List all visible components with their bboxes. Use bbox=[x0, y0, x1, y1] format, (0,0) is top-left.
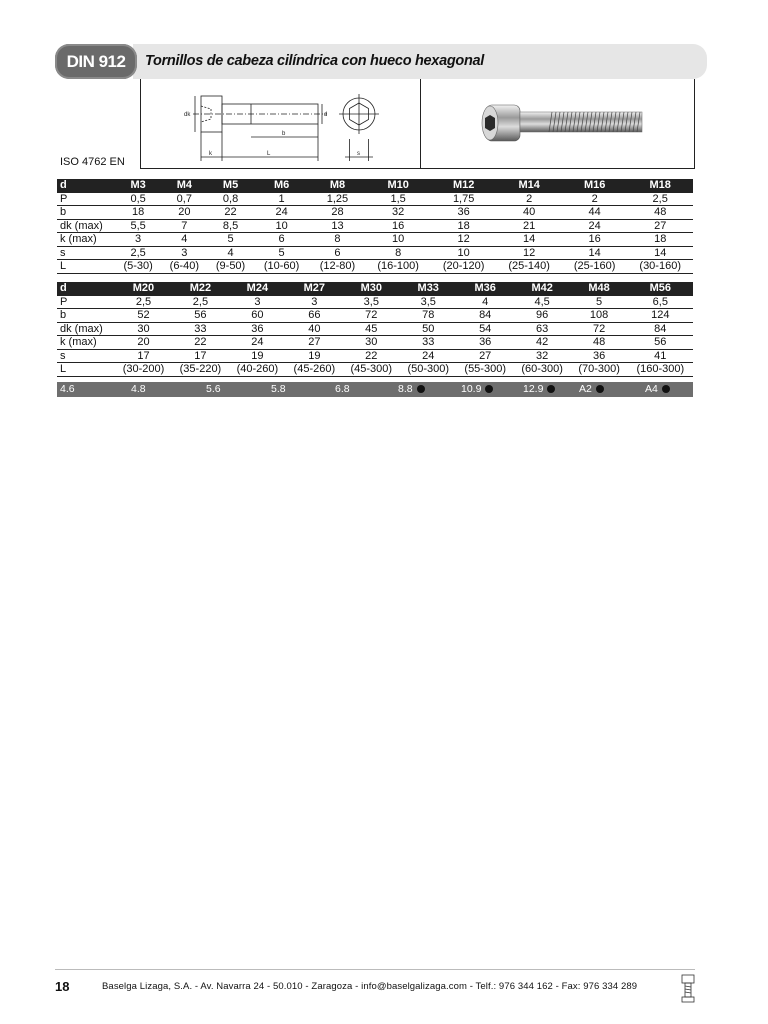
table-cell: 24 bbox=[400, 349, 457, 363]
table-row bbox=[57, 219, 693, 233]
table-cell: 28 bbox=[310, 206, 366, 220]
table-cell: 8 bbox=[365, 246, 431, 260]
table-cell: 5 bbox=[571, 295, 628, 309]
footer-divider bbox=[55, 969, 695, 970]
table-cell: 48 bbox=[571, 336, 628, 350]
table-cell: 78 bbox=[400, 309, 457, 323]
column-header-size: M12 bbox=[431, 179, 497, 192]
table-cell: 22 bbox=[172, 336, 229, 350]
column-header-size: M8 bbox=[310, 179, 366, 192]
table-cell: 4,5 bbox=[514, 295, 571, 309]
row-label: b bbox=[57, 309, 115, 323]
table-cell: 8 bbox=[310, 233, 366, 247]
table-cell: 96 bbox=[514, 309, 571, 323]
label-dk: dk bbox=[184, 112, 191, 118]
table-cell: 108 bbox=[571, 309, 628, 323]
table-cell: 56 bbox=[628, 336, 693, 350]
bolt-photo bbox=[422, 79, 695, 168]
dimensions-table-small bbox=[57, 179, 693, 274]
table-cell: 2 bbox=[562, 192, 628, 206]
table-cell: 3,5 bbox=[343, 295, 400, 309]
table-cell: (50-300) bbox=[400, 363, 457, 377]
quality-grade bbox=[523, 383, 555, 395]
standard-badge: DIN 912 bbox=[55, 44, 137, 79]
table-cell: 66 bbox=[286, 309, 343, 323]
quality-grade-label: 4.6 bbox=[60, 383, 75, 395]
table-cell: (16-100) bbox=[365, 260, 431, 274]
table-cell: 8,5 bbox=[207, 219, 253, 233]
quality-grade-label: A2 bbox=[579, 383, 592, 395]
table-cell: 30 bbox=[343, 336, 400, 350]
table-cell: 36 bbox=[571, 349, 628, 363]
table-cell: 5,5 bbox=[115, 219, 161, 233]
column-header-size: M22 bbox=[172, 282, 229, 295]
bolt-logo-icon bbox=[679, 974, 697, 1004]
iso-standard-label: ISO 4762 EN bbox=[60, 156, 125, 168]
quality-grade-label: 8.8 bbox=[398, 383, 413, 395]
table-cell: 2,5 bbox=[172, 295, 229, 309]
table-cell: 3,5 bbox=[400, 295, 457, 309]
table-row bbox=[57, 260, 693, 274]
row-label: k (max) bbox=[57, 336, 115, 350]
column-header-size: M33 bbox=[400, 282, 457, 295]
table-cell: 27 bbox=[627, 219, 693, 233]
row-label: P bbox=[57, 295, 115, 309]
table-cell: 3 bbox=[229, 295, 286, 309]
row-label: k (max) bbox=[57, 233, 115, 247]
table-cell: 6,5 bbox=[628, 295, 693, 309]
column-header-size: M56 bbox=[628, 282, 693, 295]
footer-contact: Baselga Lizaga, S.A. - Av. Navarra 24 - 50.010 - Zaragoza - info@baselgalizaga.com - Telf.: 976 344 162 - Fax: 976 334 289 bbox=[102, 981, 638, 992]
table-cell: 40 bbox=[496, 206, 562, 220]
quality-grade bbox=[60, 383, 75, 395]
table-cell: 3 bbox=[286, 295, 343, 309]
page-header bbox=[55, 44, 707, 79]
available-dot-icon bbox=[596, 385, 604, 393]
column-header-size: M16 bbox=[562, 179, 628, 192]
row-label: s bbox=[57, 246, 115, 260]
table-cell: 24 bbox=[562, 219, 628, 233]
row-label: b bbox=[57, 206, 115, 220]
table-cell: 45 bbox=[343, 322, 400, 336]
table-cell: 41 bbox=[628, 349, 693, 363]
table-cell: 40 bbox=[286, 322, 343, 336]
table-cell: 13 bbox=[310, 219, 366, 233]
row-label: L bbox=[57, 363, 115, 377]
table-cell: 4 bbox=[207, 246, 253, 260]
table-cell: 1,75 bbox=[431, 192, 497, 206]
table-cell: 5 bbox=[207, 233, 253, 247]
column-header-size: M42 bbox=[514, 282, 571, 295]
quality-grades-bar bbox=[57, 382, 693, 397]
table-cell: 30 bbox=[115, 322, 172, 336]
column-header-size: M27 bbox=[286, 282, 343, 295]
table-cell: 72 bbox=[343, 309, 400, 323]
table-cell: 4 bbox=[161, 233, 207, 247]
table-cell: (55-300) bbox=[457, 363, 514, 377]
column-header-size: M48 bbox=[571, 282, 628, 295]
table-cell: 3 bbox=[115, 233, 161, 247]
table-cell: (9-50) bbox=[207, 260, 253, 274]
table-cell: (25-140) bbox=[496, 260, 562, 274]
table-cell: 16 bbox=[562, 233, 628, 247]
available-dot-icon bbox=[547, 385, 555, 393]
label-l: L bbox=[267, 151, 271, 157]
table-row bbox=[57, 206, 693, 220]
quality-grade bbox=[579, 383, 604, 395]
table-cell: (20-120) bbox=[431, 260, 497, 274]
quality-grade bbox=[131, 383, 146, 395]
technical-drawing bbox=[141, 79, 420, 168]
table-cell: 3 bbox=[161, 246, 207, 260]
table-cell: 22 bbox=[343, 349, 400, 363]
table-cell: 2,5 bbox=[115, 246, 161, 260]
table-cell: 20 bbox=[115, 336, 172, 350]
table-cell: 4 bbox=[457, 295, 514, 309]
table-cell: (45-260) bbox=[286, 363, 343, 377]
table-cell: 14 bbox=[562, 246, 628, 260]
table-cell: 36 bbox=[457, 336, 514, 350]
label-b: b bbox=[282, 131, 286, 137]
table-cell: (6-40) bbox=[161, 260, 207, 274]
table-cell: 0,8 bbox=[207, 192, 253, 206]
table-cell: 33 bbox=[400, 336, 457, 350]
row-label: s bbox=[57, 349, 115, 363]
table-cell: 60 bbox=[229, 309, 286, 323]
column-header-size: M30 bbox=[343, 282, 400, 295]
table-cell: (40-260) bbox=[229, 363, 286, 377]
row-label: P bbox=[57, 192, 115, 206]
table-cell: 18 bbox=[431, 219, 497, 233]
small-header-row bbox=[57, 179, 693, 192]
available-dot-icon bbox=[485, 385, 493, 393]
column-header-size: M10 bbox=[365, 179, 431, 192]
table-cell: 52 bbox=[115, 309, 172, 323]
table-cell: 19 bbox=[286, 349, 343, 363]
table-row bbox=[57, 349, 693, 363]
table-cell: 2,5 bbox=[627, 192, 693, 206]
table-cell: 17 bbox=[172, 349, 229, 363]
table-cell: 24 bbox=[254, 206, 310, 220]
table-cell: 1,25 bbox=[310, 192, 366, 206]
table-cell: (35-220) bbox=[172, 363, 229, 377]
table-cell: 22 bbox=[207, 206, 253, 220]
table-cell: 84 bbox=[457, 309, 514, 323]
table-cell: 14 bbox=[496, 233, 562, 247]
row-label: L bbox=[57, 260, 115, 274]
column-header-size: M24 bbox=[229, 282, 286, 295]
table-row bbox=[57, 309, 693, 323]
table-cell: 18 bbox=[627, 233, 693, 247]
table-cell: 14 bbox=[627, 246, 693, 260]
column-header-size: M5 bbox=[207, 179, 253, 192]
column-header-size: M4 bbox=[161, 179, 207, 192]
available-dot-icon bbox=[417, 385, 425, 393]
table-cell: 1 bbox=[254, 192, 310, 206]
table-cell: 32 bbox=[514, 349, 571, 363]
table-cell: 44 bbox=[562, 206, 628, 220]
column-header-size: M18 bbox=[627, 179, 693, 192]
quality-grade bbox=[206, 383, 221, 395]
table-cell: 10 bbox=[431, 246, 497, 260]
table-cell: 6 bbox=[254, 233, 310, 247]
table-row bbox=[57, 246, 693, 260]
table-cell: 10 bbox=[365, 233, 431, 247]
table-cell: 42 bbox=[514, 336, 571, 350]
table-cell: 12 bbox=[496, 246, 562, 260]
label-d: d bbox=[324, 112, 328, 118]
table-cell: (12-80) bbox=[310, 260, 366, 274]
table-cell: 17 bbox=[115, 349, 172, 363]
table-cell: 33 bbox=[172, 322, 229, 336]
table-cell: 63 bbox=[514, 322, 571, 336]
table-cell: (45-300) bbox=[343, 363, 400, 377]
quality-grade-label: 10.9 bbox=[461, 383, 482, 395]
quality-grade-label: 5.6 bbox=[206, 383, 221, 395]
table-cell: (30-160) bbox=[627, 260, 693, 274]
table-cell: 7 bbox=[161, 219, 207, 233]
page-title: Tornillos de cabeza cilíndrica con hueco hexagonal bbox=[145, 53, 484, 69]
column-header-size: M3 bbox=[115, 179, 161, 192]
table-cell: 16 bbox=[365, 219, 431, 233]
row-label: dk (max) bbox=[57, 219, 115, 233]
table-cell: (60-300) bbox=[514, 363, 571, 377]
table-cell: 50 bbox=[400, 322, 457, 336]
quality-grade-label: 5.8 bbox=[271, 383, 286, 395]
quality-grade bbox=[645, 383, 670, 395]
table-cell: 24 bbox=[229, 336, 286, 350]
table-cell: (30-200) bbox=[115, 363, 172, 377]
table-cell: 72 bbox=[571, 322, 628, 336]
table-cell: 54 bbox=[457, 322, 514, 336]
table-cell: 1,5 bbox=[365, 192, 431, 206]
table-row bbox=[57, 363, 693, 377]
table-cell: (5-30) bbox=[115, 260, 161, 274]
table-row bbox=[57, 322, 693, 336]
row-label: dk (max) bbox=[57, 322, 115, 336]
table-cell: 18 bbox=[115, 206, 161, 220]
table-cell: (10-60) bbox=[254, 260, 310, 274]
table-cell: 27 bbox=[286, 336, 343, 350]
table-cell: 21 bbox=[496, 219, 562, 233]
table-cell: 36 bbox=[229, 322, 286, 336]
table-row bbox=[57, 192, 693, 206]
table-cell: 0,7 bbox=[161, 192, 207, 206]
table-cell: 27 bbox=[457, 349, 514, 363]
table-cell: 2,5 bbox=[115, 295, 172, 309]
table-cell: 2 bbox=[496, 192, 562, 206]
table-cell: 19 bbox=[229, 349, 286, 363]
table-cell: (70-300) bbox=[571, 363, 628, 377]
figure-box bbox=[140, 79, 695, 169]
table-cell: 0,5 bbox=[115, 192, 161, 206]
table-cell: 48 bbox=[627, 206, 693, 220]
table-cell: 32 bbox=[365, 206, 431, 220]
table-cell: 5 bbox=[254, 246, 310, 260]
page-number: 18 bbox=[55, 979, 70, 994]
available-dot-icon bbox=[662, 385, 670, 393]
quality-grade bbox=[335, 383, 350, 395]
large-header-row bbox=[57, 282, 693, 295]
table-cell: 6 bbox=[310, 246, 366, 260]
table-cell: 12 bbox=[431, 233, 497, 247]
column-header-size: M20 bbox=[115, 282, 172, 295]
quality-grade-label: 6.8 bbox=[335, 383, 350, 395]
column-header-d: d bbox=[57, 282, 115, 295]
column-header-d: d bbox=[57, 179, 115, 192]
table-cell: 20 bbox=[161, 206, 207, 220]
table-cell: (25-160) bbox=[562, 260, 628, 274]
table-cell: 36 bbox=[431, 206, 497, 220]
label-s: s bbox=[357, 151, 360, 157]
table-cell: (160-300) bbox=[628, 363, 693, 377]
table-row bbox=[57, 336, 693, 350]
column-header-size: M36 bbox=[457, 282, 514, 295]
quality-grade bbox=[461, 383, 493, 395]
table-cell: 124 bbox=[628, 309, 693, 323]
quality-grade-label: 4.8 bbox=[131, 383, 146, 395]
dimensions-table-large bbox=[57, 282, 693, 377]
label-k: k bbox=[209, 151, 212, 157]
table-row bbox=[57, 295, 693, 309]
table-row bbox=[57, 233, 693, 247]
column-header-size: M14 bbox=[496, 179, 562, 192]
figure-divider bbox=[420, 79, 421, 168]
quality-grade bbox=[271, 383, 286, 395]
table-cell: 10 bbox=[254, 219, 310, 233]
table-cell: 84 bbox=[628, 322, 693, 336]
quality-grade bbox=[398, 383, 425, 395]
quality-grade-label: A4 bbox=[645, 383, 658, 395]
quality-grade-label: 12.9 bbox=[523, 383, 544, 395]
column-header-size: M6 bbox=[254, 179, 310, 192]
table-cell: 56 bbox=[172, 309, 229, 323]
